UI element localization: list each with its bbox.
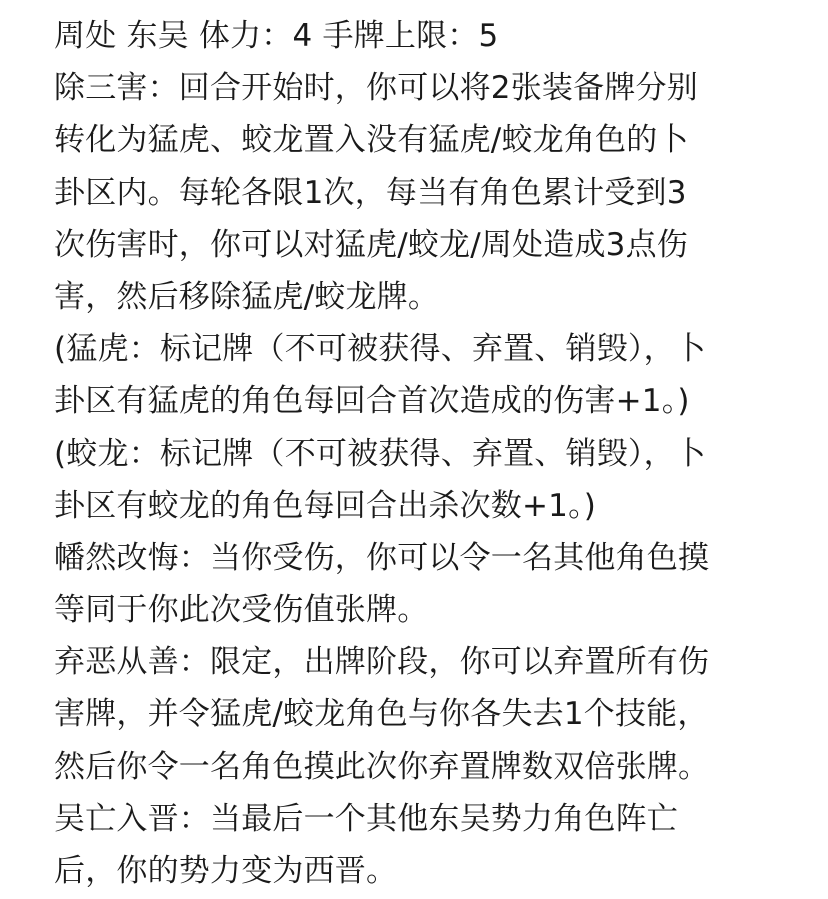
text-line: 卦区有蛟龙的角色每回合出杀次数+1。) [54, 487, 597, 524]
text-line: 等同于你此次受伤值张牌。 [54, 592, 429, 629]
text-line: 幡然改悔：当你受伤，你可以令一名其他角色摸 [54, 539, 710, 576]
text-line: 弃恶从善：限定，出牌阶段，你可以弃置所有伤 [54, 644, 710, 681]
text-line: (蛟龙：标记牌（不可被获得、弃置、销毁），卜 [54, 435, 706, 472]
text-line: 除三害：回合开始时，你可以将2张装备牌分别 [54, 70, 698, 107]
skill-description-text [54, 10, 814, 897]
text-line: 害牌，并令猛虎/蛟龙角色与你各失去1个技能， [54, 696, 709, 733]
text-line: 卦区内。每轮各限1次，每当有角色累计受到3 [54, 174, 687, 211]
text-line: 次伤害时，你可以对猛虎/蛟龙/周处造成3点伤 [54, 226, 689, 263]
text-line: 卦区有猛虎的角色每回合首次造成的伤害+1。) [54, 383, 690, 420]
text-line: 后，你的势力变为西晋。 [54, 853, 398, 889]
character-header-line: 周处 东吴 体力：4 手牌上限：5 [54, 18, 499, 54]
text-line: 吴亡入晋：当最后一个其他东吴势力角色阵亡 [54, 800, 678, 837]
text-line: (猛虎：标记牌（不可被获得、弃置、销毁），卜 [54, 331, 706, 368]
text-line: 转化为猛虎、蛟龙置入没有猛虎/蛟龙角色的卜 [54, 122, 689, 159]
text-line: 然后你令一名角色摸此次你弃置牌数双倍张牌。 [54, 748, 710, 785]
text-line: 害，然后移除猛虎/蛟龙牌。 [54, 278, 440, 315]
